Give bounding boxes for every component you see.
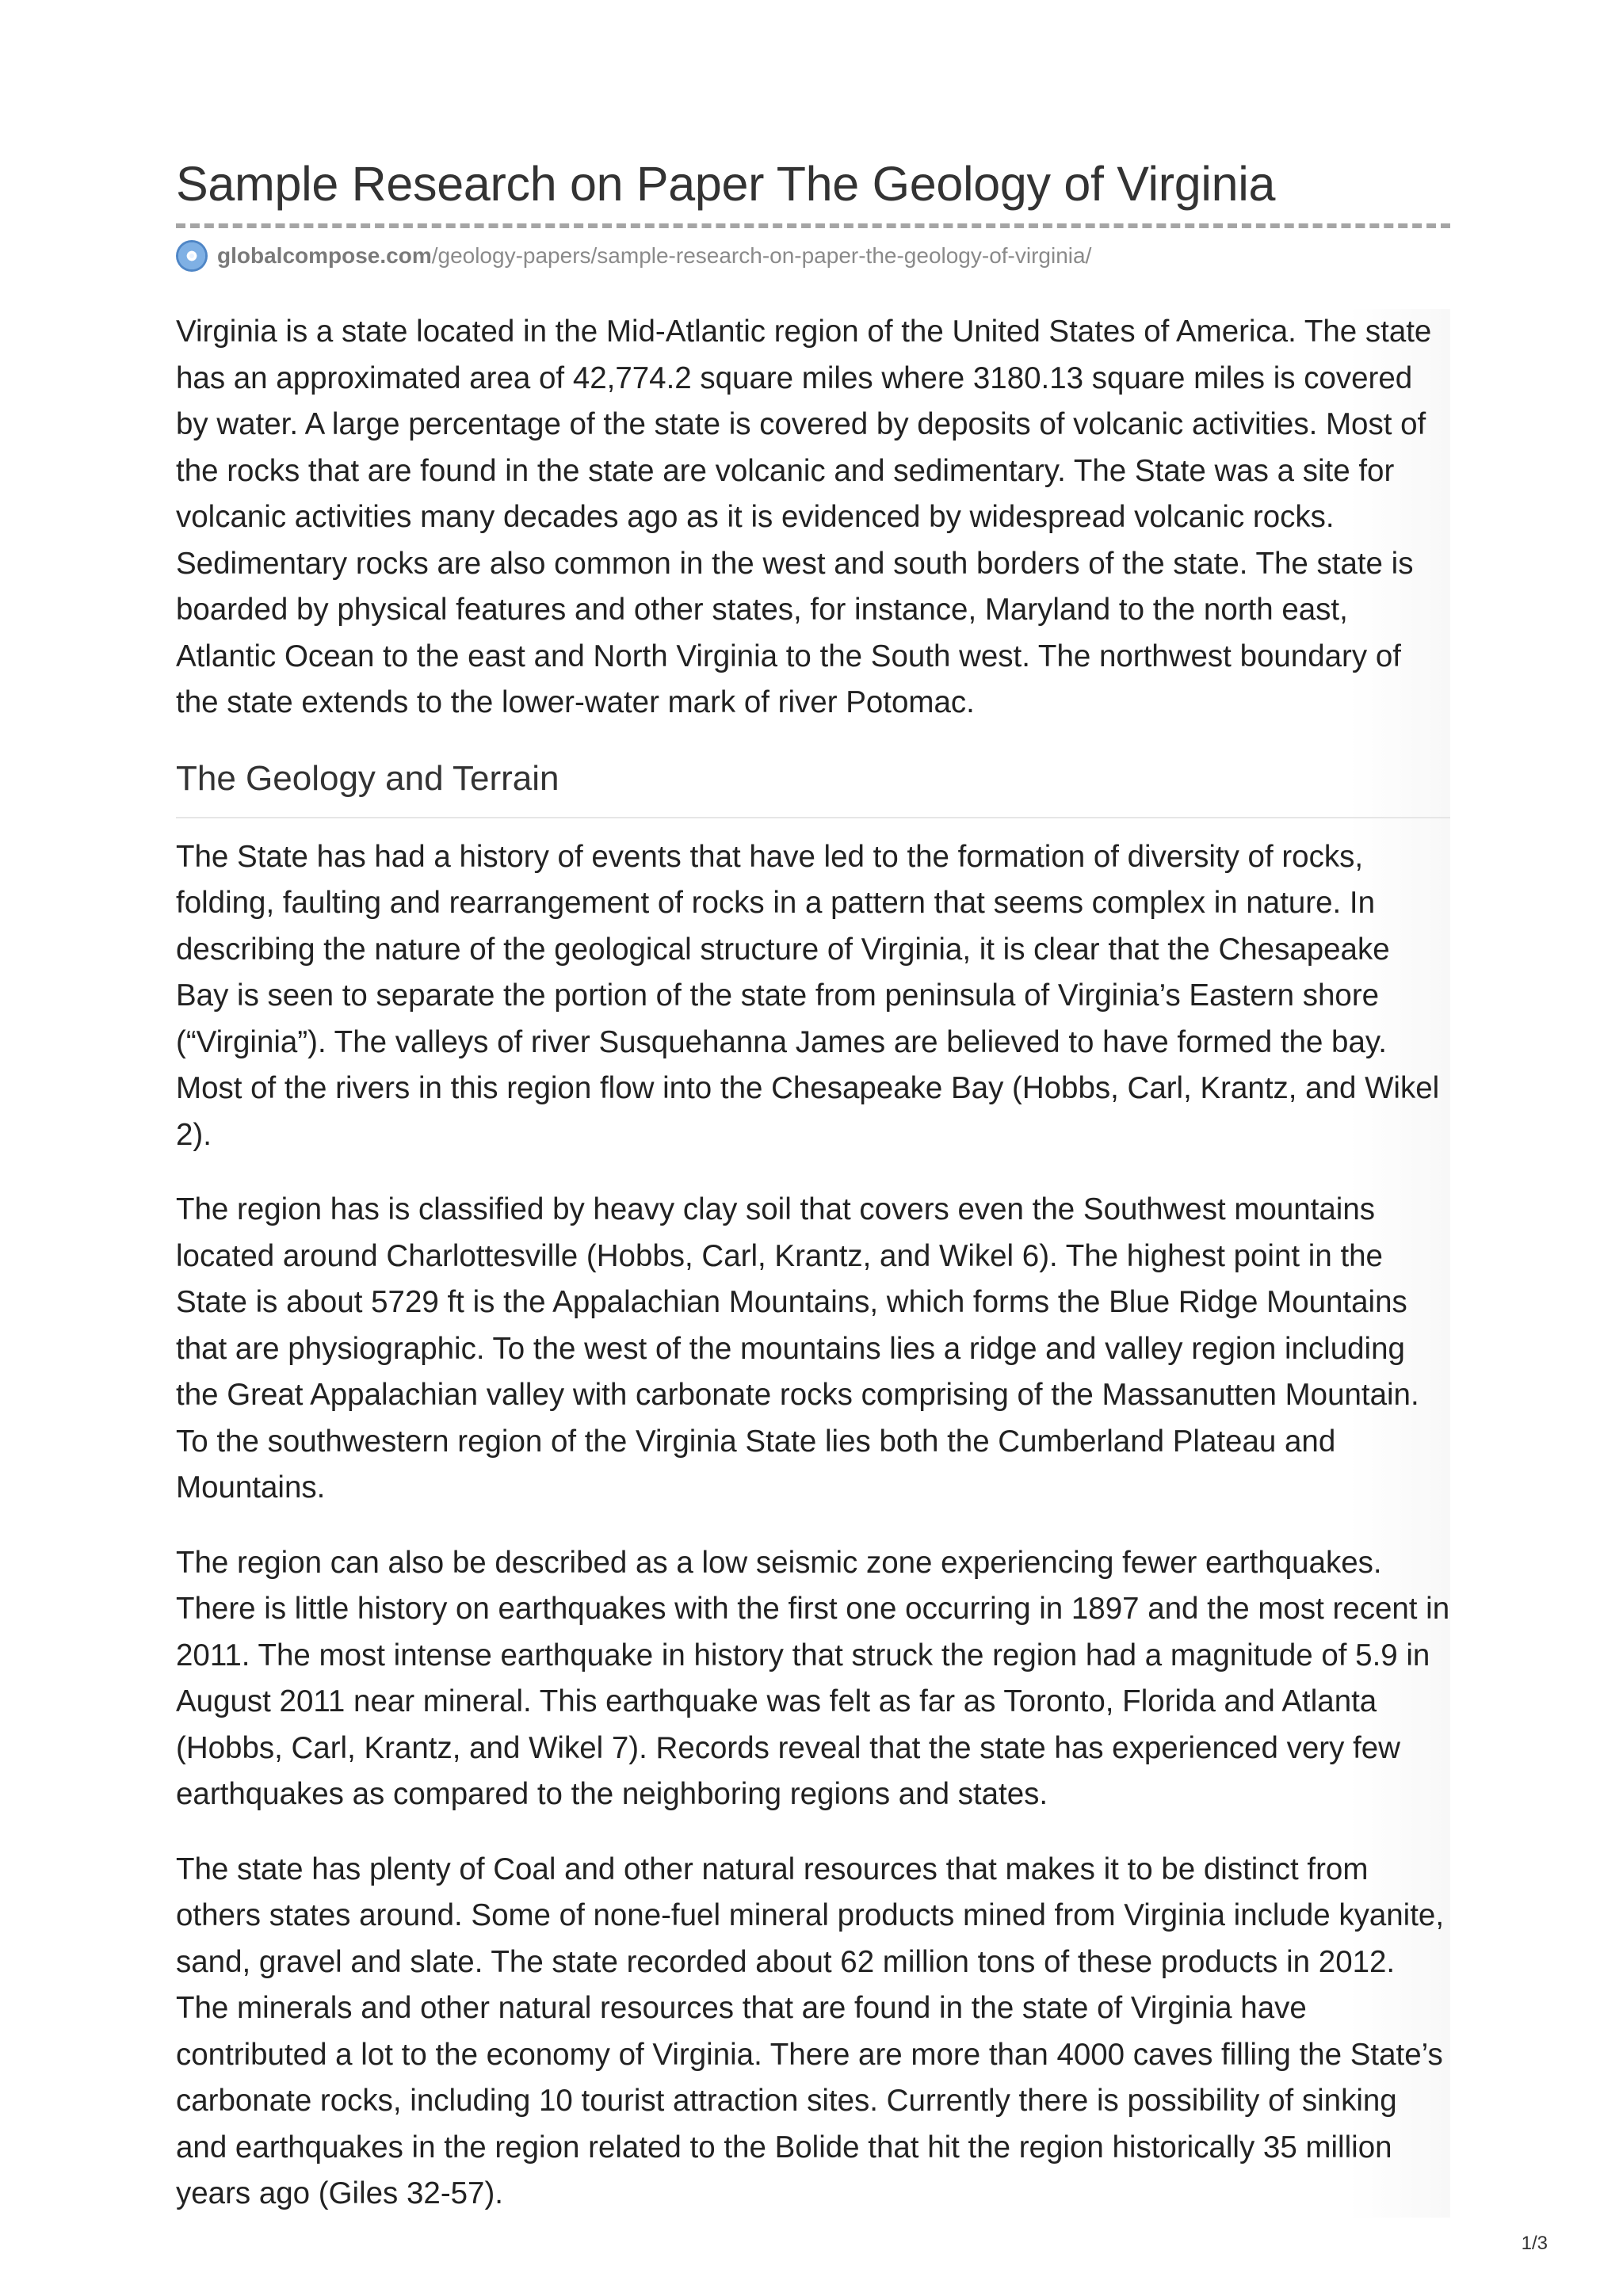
section-heading: The Geology and Terrain xyxy=(176,758,559,798)
intro-paragraph: Virginia is a state located in the Mid-Atlantic region of the United States of America. The state has an approximated area of 42,774.2 square miles where 3180.13 square miles is covered by water. A large percentage of the state is covered by deposits of volcanic activities. Most of the rocks that are found in the state are volcanic and sedimentary. The State was a site for volcanic activities many decades ago as it is evidenced by widespread volcanic rocks. Sedimentary rocks are also common in the west and south borders of the state. The state is boarded by physical features and other states, for instance, Maryland to the north east, Atlantic Ocean to the east and North Virginia to the South west. The northwest boundary of the state extends to the lower-water mark of river Potomac. xyxy=(176,315,1432,719)
body-paragraph: The State has had a history of events that have led to the formation of diversity of rocks, folding, faulting and rearrangement of rocks in a pattern that seems complex in nature. In describing the nature of the geological structure of Virginia, it is clear that the Chesapeake Bay is seen to separate the portion of the state from peninsula of Virginia’s Eastern shore (“Virginia”). The valleys of river Susquehanna James are believed to have formed the bay. Most of the rivers in this region flow into the Chesapeake Bay (Hobbs, Carl, Krantz, and Wikel 2). xyxy=(176,839,1440,1152)
body-paragraph: The region has is classified by heavy clay soil that covers even the Southwest mountains located around Charlottesville (Hobbs, Carl, Krantz, and Wikel 6). The highest point in the State is about 5729 ft is the Appalachian Mountains, which forms the Blue Ridge Mountains that are physiographic. To the west of the mountains lies a ridge and valley region including the Great Appalachian valley with carbonate rocks comprising of the Massanutten Mountain. To the southwestern region of the Virginia State lies both the Cumberland Plateau and Mountains. xyxy=(176,1192,1419,1505)
source-link[interactable] xyxy=(176,238,1450,274)
title-divider xyxy=(176,223,1450,228)
document-page xyxy=(176,151,1450,2246)
source-path: /geology-papers/sample-research-on-paper-the-geology-of-virginia/ xyxy=(431,243,1092,268)
page-number: 1/3 xyxy=(1521,2233,1548,2254)
source-domain: globalcompose.com xyxy=(217,243,432,268)
page-title: Sample Research on Paper The Geology of Virginia xyxy=(176,157,1276,211)
article-body xyxy=(176,309,1450,2218)
body-paragraph: The state has plenty of Coal and other natural resources that makes it to be distinct from others states around. Some of none-fuel mineral products mined from Virginia include kyanite, sand, gravel and slate. The state recorded about 62 million tons of these products in 2012. The minerals and other natural resources that are found in the state of Virginia have contributed a lot to the economy of Virginia. There are more than 4000 caves filling the State’s carbonate rocks, including 10 tourist attraction sites. Currently there is possibility of sinking and earthquakes in the region related to the Bolide that hit the region historically 35 million years ago (Giles 32-57). xyxy=(176,1852,1445,2210)
globe-icon xyxy=(176,240,208,272)
source-url[interactable] xyxy=(217,243,1091,269)
body-paragraph: The region can also be described as a low seismic zone experiencing fewer earthquakes. There is little history on earthquakes with the first one occurring in 1897 and the most recent in 2011. The most intense earthquake in history that struck the region had a magnitude of 5.9 in August 2011 near mineral. This earthquake was felt as far as Toronto, Florida and Atlanta (Hobbs, Carl, Krantz, and Wikel 7). Records reveal that the state has experienced very few earthquakes as compared to the neighboring regions and states. xyxy=(176,1545,1450,1811)
section-divider xyxy=(176,817,1450,818)
